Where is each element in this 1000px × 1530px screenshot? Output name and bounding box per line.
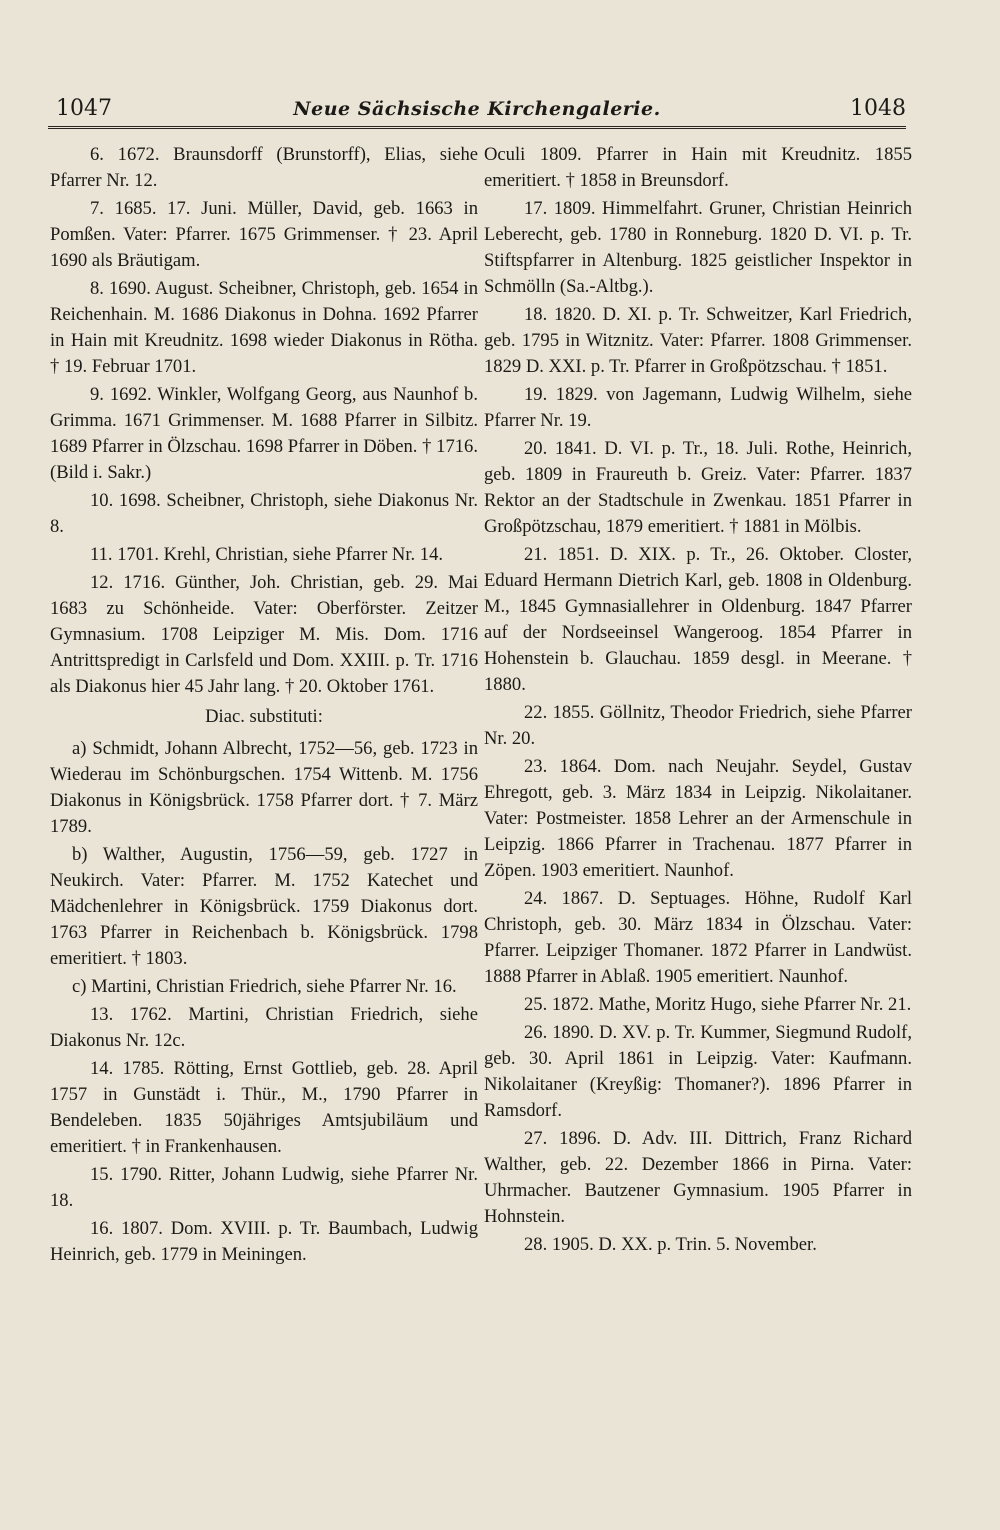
entry-paragraph: 28. 1905. D. XX. p. Trin. 5. November. [524, 1234, 817, 1255]
entry-paragraph: 8. 1690. August. Scheibner, Christoph, geb. 1654 in Reichenhain. M. 1686 Diakonus in Dohna. 1692 Pfarrer in Hain mit Kreudnitz. 1698 wieder Diakonus in Rötha. † 19. Februar 1701. [50, 278, 478, 377]
entry-paragraph: 11. 1701. Krehl, Christian, siehe Pfarrer Nr. 14. [90, 544, 444, 565]
right-column [484, 142, 912, 1260]
entry-paragraph: 21. 1851. D. XIX. p. Tr., 26. Oktober. Closter, Eduard Hermann Dietrich Karl, geb. 1808 in Oldenburg. M., 1845 Gymnasiallehrer in Oldenburg. 1847 Pfarrer auf der Nordseeinsel Wangeroog. 1854 Pfarrer in Hohenstein b. Glauchau. 1859 desgl. in Meerane. † 1880. [484, 544, 912, 695]
entry-paragraph: 9. 1692. Winkler, Wolfgang Georg, aus Naunhof b. Grimma. 1671 Grimmenser. M. 1688 Pfarrer in Silbitz. 1689 Pfarrer in Ölzschau. 1698 Pfarrer in Döben. † 1716. (Bild i. Sakr.) [50, 384, 478, 483]
entry-paragraph: 27. 1896. D. Adv. III. Dittrich, Franz Richard Walther, geb. 22. Dezember 1866 in Pirna. Vater: Uhrmacher. Bautzener Gymnasium. 1905 Pfarrer in Hohnstein. [484, 1128, 912, 1227]
entry-paragraph: 26. 1890. D. XV. p. Tr. Kummer, Siegmund Rudolf, geb. 30. April 1861 in Leipzig. Vater: Kaufmann. Nikolaitaner (Kreyßig: Thomaner?). 1896 Pfarrer in Ramsdorf. [484, 1022, 912, 1121]
entry-paragraph: 18. 1820. D. XI. p. Tr. Schweitzer, Karl Friedrich, geb. 1795 in Witznitz. Vater: Pfarrer. 1808 Grimmenser. 1829 D. XXI. p. Tr. Pfarrer in Großpötzschau. † 1851. [484, 304, 912, 377]
entry-paragraph: 12. 1716. Günther, Joh. Christian, geb. 29. Mai 1683 zu Schönheide. Vater: Oberförster. Zeitzer Gymnasium. 1708 Leipziger M. Mis. Dom. 1716 Antrittspredigt in Carlsfeld und Dom. XXIII. p. Tr. 1716 als Diakonus hier 45 Jahr lang. † 20. Oktober 1761. [50, 572, 478, 697]
entry-paragraph: b) Walther, Augustin, 1756—59, geb. 1727 in Neukirch. Vater: Pfarrer. M. 1752 Katechet und Mädchenlehrer in Königsbrück. 1759 Diakonus dort. 1763 Pfarrer in Reichenbach b. Königsbrück. 1798 emeritiert. † 1803. [50, 844, 478, 969]
entry-paragraph: 23. 1864. Dom. nach Neujahr. Seydel, Gustav Ehregott, geb. 3. März 1834 in Leipzig. Nikolaitaner. Vater: Postmeister. 1858 Lehrer an der Armenschule in Leipzig. 1866 Pfarrer in Trachenau. 1877 Pfarrer in Zöpen. 1903 emeritiert. Naunhof. [484, 756, 912, 881]
section-heading: Diac. substituti: [205, 706, 323, 727]
page-header [48, 92, 906, 129]
entry-paragraph: 10. 1698. Scheibner, Christoph, siehe Diakonus Nr. 8. [50, 490, 478, 537]
entry-paragraph: Oculi 1809. Pfarrer in Hain mit Kreudnitz. 1855 emeritiert. † 1858 in Breunsdorf. [484, 144, 912, 191]
entry-paragraph: 16. 1807. Dom. XVIII. p. Tr. Baumbach, Ludwig Heinrich, geb. 1779 in Meiningen. [50, 1218, 478, 1265]
entry-paragraph: a) Schmidt, Johann Albrecht, 1752—56, geb. 1723 in Wiederau im Schönburgschen. 1754 Wittenb. M. 1756 Diakonus in Königsbrück. 1758 Pfarrer dort. † 7. März 1789. [50, 738, 478, 837]
entry-paragraph: 15. 1790. Ritter, Johann Ludwig, siehe Pfarrer Nr. 18. [50, 1164, 478, 1211]
entry-paragraph: 20. 1841. D. VI. p. Tr., 18. Juli. Rothe, Heinrich, geb. 1809 in Fraureuth b. Greiz. Vater: Pfarrer. 1837 Rektor an der Stadtschule in Zwenkau. 1851 Pfarrer in Großpötzschau, 1879 emeritiert. † 1881 in Mölbis. [484, 438, 912, 537]
page-number-left: 1047 [56, 96, 112, 121]
entry-paragraph: 19. 1829. von Jagemann, Ludwig Wilhelm, siehe Pfarrer Nr. 19. [484, 384, 912, 431]
entry-paragraph: 25. 1872. Mathe, Moritz Hugo, siehe Pfarrer Nr. 21. [524, 994, 912, 1015]
entry-paragraph: 22. 1855. Göllnitz, Theodor Friedrich, siehe Pfarrer Nr. 20. [484, 702, 912, 749]
running-title: Neue Sächsische Kirchengalerie. [293, 98, 661, 120]
left-column [50, 142, 478, 1270]
entry-paragraph: 7. 1685. 17. Juni. Müller, David, geb. 1663 in Pomßen. Vater: Pfarrer. 1675 Grimmenser. † 23. April 1690 als Bräutigam. [50, 198, 478, 271]
entry-paragraph: 17. 1809. Himmelfahrt. Gruner, Christian Heinrich Leberecht, geb. 1780 in Ronneburg. 1820 D. VI. p. Tr. Stiftspfarrer in Altenburg. 1825 geistlicher Inspektor in Schmölln (Sa.-Altbg.). [484, 198, 912, 297]
page-number-right: 1048 [850, 96, 906, 121]
entry-paragraph: 13. 1762. Martini, Christian Friedrich, siehe Diakonus Nr. 12c. [50, 1004, 478, 1051]
entry-paragraph: 14. 1785. Rötting, Ernst Gottlieb, geb. 28. April 1757 in Gunstädt i. Thür., M., 1790 Pfarrer in Bendeleben. 1835 50jähriges Amtsjubiläum und emeritiert. † in Frankenhausen. [50, 1058, 478, 1157]
entry-paragraph: 6. 1672. Braunsdorff (Brunstorff), Elias, siehe Pfarrer Nr. 12. [50, 144, 478, 191]
entry-paragraph: c) Martini, Christian Friedrich, siehe Pfarrer Nr. 16. [72, 976, 457, 997]
entry-paragraph: 24. 1867. D. Septuages. Höhne, Rudolf Karl Christoph, geb. 30. März 1834 in Ölzschau. Vater: Pfarrer. Leipziger Thomaner. 1872 Pfarrer in Landwüst. 1888 Pfarrer in Ablaß. 1905 emeritiert. Naunhof. [484, 888, 912, 987]
